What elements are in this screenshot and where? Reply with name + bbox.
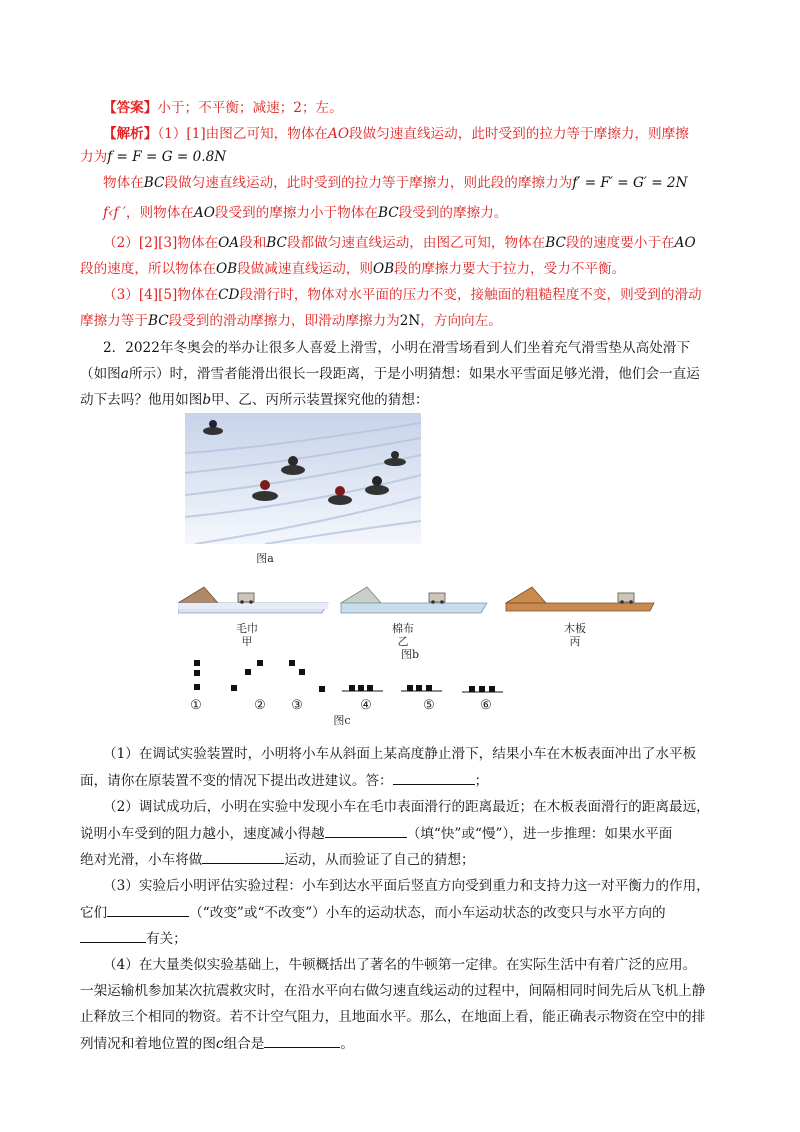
answer-blank-3[interactable] <box>202 849 284 864</box>
analysis-line-4 <box>103 203 507 223</box>
ramp-wood <box>506 587 654 611</box>
ramp-apparatus-figure <box>178 585 656 621</box>
question-2-line-3 <box>80 390 429 410</box>
answer-line <box>103 98 343 118</box>
surface-label-wood <box>555 622 595 648</box>
segment-label: BC <box>377 205 399 221</box>
segment-label: OB <box>215 261 238 277</box>
surface-name: 毛巾 <box>236 622 258 635</box>
surface-group: 甲 <box>241 635 253 648</box>
segment-label: AO <box>674 235 696 251</box>
answer-blank-4[interactable] <box>107 902 189 917</box>
figure-a-caption: 图a <box>256 552 274 565</box>
analysis-text: 段和 <box>239 235 267 251</box>
analysis-text: 物体在 <box>103 175 144 191</box>
analysis-line-2 <box>80 147 226 167</box>
analysis-text: （3）[4][5]物体在 <box>103 287 219 303</box>
question-text: 说明小车受到的阻力越小，速度减小得越 <box>80 826 325 842</box>
analysis-text: ，则物体在 <box>125 205 194 221</box>
question-2-line-2 <box>80 364 700 384</box>
option-2: ② <box>254 698 266 713</box>
answer-blank-5[interactable] <box>80 928 146 943</box>
segment-label: OA <box>218 235 240 251</box>
figure-c-caption: 图c <box>333 714 351 727</box>
option-4: ④ <box>360 698 372 713</box>
option-3: ③ <box>291 698 303 713</box>
question-text: 。 <box>340 1036 354 1052</box>
ground-lines <box>342 691 503 692</box>
answer-blank-2[interactable] <box>325 823 407 838</box>
sub-question-4-line-3: 止释放三个相同的物资。若不计空气阻力，且地面水平。那么，在地面上看，能正确表示物资在空中的排 <box>80 1009 706 1025</box>
option-1: ① <box>190 698 202 713</box>
answer-tag: 【答案】 <box>103 100 158 116</box>
formula: f′ = F′ = G′ = 2N <box>572 175 688 191</box>
ramp-towel <box>178 587 328 613</box>
analysis-tag: 【解析】 <box>103 126 158 142</box>
ramp-cotton <box>341 587 487 613</box>
sub-question-3-line-3 <box>80 928 187 949</box>
analysis-text: （2）[2][3]物体在 <box>103 235 219 251</box>
answer-blank-1[interactable] <box>393 770 475 785</box>
segment-label: BC <box>143 175 165 191</box>
segment-label: CD <box>218 287 240 303</box>
surface-group: 丙 <box>569 635 581 648</box>
analysis-text: 段都做匀速直线运动，由图乙可知，物体在 <box>286 235 546 251</box>
sub-question-1-line-1: （1）在调试实验装置时，小明将小车从斜面上某高度静止滑下，结果小车在木板表面冲出了水平板 <box>103 746 697 762</box>
sub-question-4-line-1: （4）在大量类似实验基础上，牛顿概括出了著名的牛顿第一定律。在实际生活中有着广泛的应用。 <box>103 957 697 973</box>
analysis-line-1 <box>103 124 689 144</box>
sub-question-3-line-2 <box>80 902 666 923</box>
figure-ref: c <box>215 1036 224 1052</box>
analysis-text: 段受到的摩擦力小于物体在 <box>214 205 378 221</box>
segment-label: BC <box>545 235 566 251</box>
question-text: 绝对光滑，小车将做 <box>80 852 203 868</box>
figure-b-caption: 图b <box>400 648 420 661</box>
question-text: 动下去吗？他用如图 <box>80 392 203 408</box>
surface-label-towel <box>227 622 267 648</box>
segment-label: BC <box>266 235 287 251</box>
arrangement-figure <box>185 655 505 695</box>
analysis-text: 段做减速直线运动，则 <box>237 261 374 277</box>
analysis-line-3 <box>103 173 687 193</box>
segment-label: BC <box>147 313 169 329</box>
question-text: 甲、乙、丙所示装置探究他的猜想： <box>211 392 429 408</box>
analysis-text: 段的速度要小于在 <box>565 235 675 251</box>
analysis-text: 段滑行时，物体对水平面的压力不变，接触面的粗糙程度不变，则受到的滑动 <box>239 287 702 303</box>
analysis-text: 段受到的滑动摩擦力，即滑动摩擦力为 <box>168 313 400 329</box>
analysis-text: 段做匀速直线运动，此时受到的拉力等于摩擦力，则此段的摩擦力为 <box>164 175 573 191</box>
option-5: ⑤ <box>423 698 435 713</box>
question-text: 所示）时，滑雪者能滑出很长一段距离，于是小明猜想：如果水平雪面足够光滑，他们会一直运 <box>128 366 700 382</box>
question-text: （填“快”或“慢”），进一步推理：如果水平面 <box>406 826 673 842</box>
snow-tubing-photo <box>185 413 421 544</box>
question-2-line-1: 2．2022年冬奥会的举办让很多人喜爱上滑雪，小明在滑雪场看到人们坐着充气滑雪垫从高处滑下 <box>103 340 690 356</box>
analysis-line-8 <box>80 311 502 331</box>
formula: f‹f ′ <box>103 205 126 221</box>
analysis-line-6 <box>80 259 625 279</box>
surface-group: 乙 <box>397 635 409 648</box>
analysis-line-5 <box>103 233 696 253</box>
analysis-text: 段受到的摩擦力。 <box>398 205 508 221</box>
figure-ref: b <box>202 392 212 408</box>
question-text: 面，请你在原装置不变的情况下提出改进建议。答： <box>80 773 393 789</box>
answer-text: 小于；不平衡；减速；2；左。 <box>157 100 343 116</box>
segment-label: AO <box>328 126 349 142</box>
segment-label: OB <box>373 261 395 277</box>
answer-blank-6[interactable] <box>264 1033 340 1048</box>
figure-ref: a <box>120 366 129 382</box>
question-text: 组合是 <box>223 1036 265 1052</box>
sub-question-4-line-4 <box>80 1033 354 1054</box>
sub-question-2-line-1: （2）调试成功后，小明在实验中发现小车在毛巾表面滑行的距离最近；在木板表面滑行的距离最远， <box>103 799 710 815</box>
analysis-text: 段的摩擦力要大于拉力，受力不平衡。 <box>394 261 626 277</box>
question-text: 运动，从而验证了自己的猜想； <box>284 852 475 868</box>
surface-name: 棉布 <box>392 622 414 635</box>
surface-name: 木板 <box>564 622 586 635</box>
analysis-text: 段做匀速直线运动，此时受到的拉力等于摩擦力，则摩擦 <box>348 126 689 142</box>
analysis-text: 摩擦力等于 <box>80 313 148 329</box>
sub-question-2-line-3 <box>80 849 475 870</box>
analysis-text: ，方向向左。 <box>420 313 502 329</box>
segment-label: AO <box>193 205 215 221</box>
question-text: 列情况和着地位置的图 <box>80 1036 216 1052</box>
surface-label-cotton <box>383 622 423 648</box>
question-text: （如图 <box>80 366 121 382</box>
arrangement-boxes <box>194 660 495 692</box>
option-6: ⑥ <box>480 698 492 713</box>
sub-question-2-line-2 <box>80 823 672 844</box>
sub-question-3-line-1: （3）实验后小明评估实验过程：小车到达水平面后竖直方向受到重力和支持力这一对平衡力的作用， <box>103 878 710 894</box>
sub-question-1-line-2 <box>80 770 488 791</box>
question-text: ； <box>474 773 489 789</box>
question-text: 它们 <box>80 905 108 921</box>
sub-question-4-line-2: 一架运输机参加某次抗震救灾时，在沿水平向右做匀速直线运动的过程中，间隔相同时间先后从飞机上静 <box>80 983 706 999</box>
analysis-text: 段的速度，所以物体在 <box>80 261 216 277</box>
question-text: 有关； <box>146 931 187 947</box>
analysis-text: 力为 <box>80 149 108 165</box>
analysis-text: （1）[1]由图乙可知，物体在 <box>157 126 329 142</box>
question-text: （“改变”或“不改变”）小车的运动状态，而小车运动状态的改变只与水平方向的 <box>189 905 666 921</box>
analysis-line-7 <box>103 285 702 305</box>
formula: 2N <box>399 313 421 329</box>
formula: f = F = G = 0.8N <box>107 149 227 165</box>
